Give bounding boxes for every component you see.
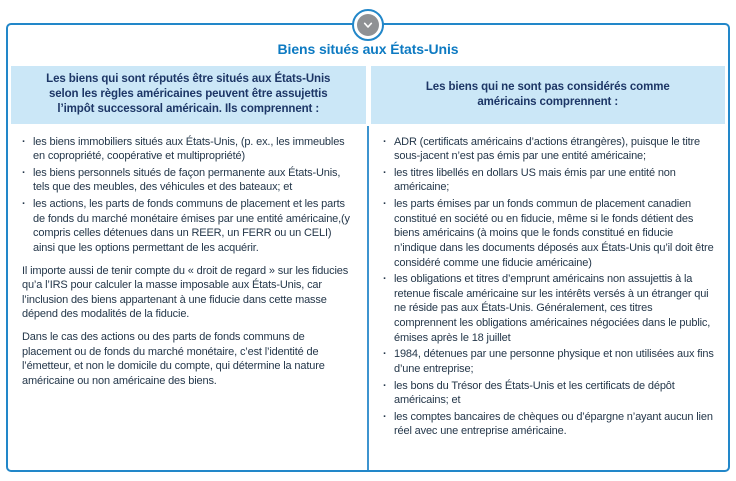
list-item (383, 347, 716, 376)
bullet-dot: · (383, 410, 387, 423)
bullet-dot: · (22, 166, 26, 179)
list-item-text: les actions, les parts de fonds communs de placement et les parts de fonds du marché monétaire émises par une entité américaine,(y compris celles détenues dans un REER, un FERR ou un CELI) ainsi que les options permettant de les acquérir. (33, 198, 350, 254)
column-us-assets (8, 126, 367, 470)
table-body (8, 126, 728, 470)
column-header-non-us-assets: Les biens qui ne sont pas considérés comme américains comprennent : (371, 66, 726, 124)
table-title: Biens situés aux États-Unis (277, 40, 459, 57)
chevron-down-glyph (357, 14, 379, 36)
column-header-us-assets: Les biens qui sont réputés être situés aux États-Unis selon les règles américaines peuvent être assujettis l’impôt successoral américain. Ils comprennent : (11, 66, 366, 124)
list-item (22, 197, 355, 256)
paragraph-block-us-assets (22, 264, 355, 389)
us-assets-table (6, 23, 730, 472)
list-item-text: les biens personnels situés de façon permanente aux États-Unis, tels que des meubles, des véhicules et des bateaux; et (33, 166, 341, 194)
bullet-dot: · (383, 273, 387, 286)
bullet-dot: · (383, 166, 387, 179)
bullet-list-us-assets (22, 135, 355, 256)
bullet-dot: · (383, 379, 387, 392)
bullet-dot: · (22, 198, 26, 211)
list-item-text: ADR (certificats américains d’actions étrangères), puisque le titre sous-jacent n’est pas émis par une entité américaine; (394, 135, 701, 163)
header-row (8, 66, 728, 124)
list-item (383, 197, 716, 270)
column-non-us-assets (369, 126, 728, 470)
list-item (22, 166, 355, 195)
list-item (383, 410, 716, 439)
bullet-dot: · (383, 348, 387, 361)
bullet-dot: · (383, 135, 387, 148)
bullet-dot: · (22, 135, 26, 148)
list-item (22, 135, 355, 164)
list-item (383, 272, 716, 345)
list-item-text: les bons du Trésor des États-Unis et les certificats de dépôt américains; et (394, 379, 675, 407)
list-item-text: 1984, détenues par une personne physique et non utilisées aux fins d’une entreprise; (394, 348, 714, 375)
list-item-text: les comptes bancaires de chèques ou d’épargne n’ayant aucun lien réel avec une entreprise américaine. (394, 410, 713, 438)
list-item-text: les obligations et titres d’emprunt américains non assujettis à la retenue fiscale américaine sur les intérêts versés à un étranger qui ne réside pas aux États-Unis. Généralement, ces titres comprennent les obligations américaines négociées dans le public, émises après le 18 juillet (394, 273, 711, 344)
list-item (383, 166, 716, 195)
list-item-text: les parts émises par un fonds commun de placement canadien constitué en société ou en fiducie, même si le fonds détient des biens américains (à moins que le fonds constitué en fiducie n’indique dans les documents déposés aux États-Unis qu’il doit être considéré comme une fiducie américaine) (394, 198, 714, 269)
list-item (383, 379, 716, 408)
paragraph: Dans le cas des actions ou des parts de fonds communs de placement ou de fonds du marché monétaire, c’est l’identité de l’émetteur, et non le domicile du compte, qui détermine la nature américaine ou non américaine des biens. (22, 331, 325, 387)
bullet-list-non-us-assets (383, 135, 716, 440)
list-item (383, 135, 716, 164)
chevron-down-icon (352, 9, 384, 41)
list-item-text: les titres libellés en dollars US mais émis par une entité non américaine; (394, 166, 676, 194)
list-item-text: les biens immobiliers situés aux États-Unis, (p. ex., les immeubles en copropriété, coopérative et multipropriété) (33, 135, 345, 163)
paragraph: Il importe aussi de tenir compte du « droit de regard » sur les fiducies qu’a l’IRS pour calculer la masse imposable aux États-Unis, car l’inclusion des biens appartenant à une fiducie dans cette masse dépend des modalités de la fiducie. (22, 264, 349, 321)
bullet-dot: · (383, 198, 387, 211)
